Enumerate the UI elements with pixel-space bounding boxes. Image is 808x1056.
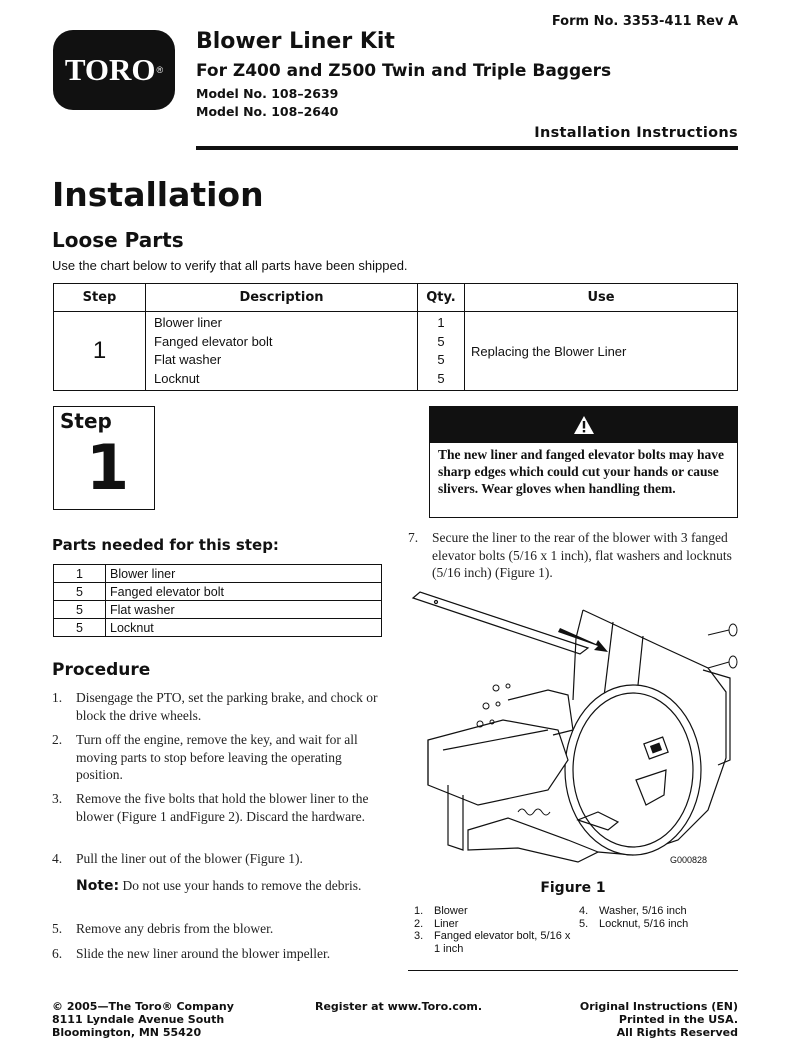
model-number-2: Model No. 108–2640: [196, 104, 339, 119]
column-header-qty: Qty.: [418, 284, 465, 312]
figure-rule: [408, 970, 738, 971]
footer-city: Bloomington, MN 55420: [52, 1026, 202, 1039]
part-description: Blower liner: [154, 315, 222, 330]
legend-text: Fanged elevator bolt, 5/16 x 1 inch: [434, 930, 571, 955]
procedure-step: [52, 945, 387, 963]
part-qty: 5: [437, 370, 445, 386]
legend-index: 4.: [579, 905, 589, 917]
legend-index: 5.: [579, 917, 589, 930]
figure-caption: Figure 1: [540, 880, 606, 896]
warning-box: [429, 406, 738, 518]
step-text: Remove the five bolts that hold the blower liner to the blower (Figure 1 andFigure 2). Discard the hardware.: [76, 791, 369, 824]
legend-item: [414, 930, 579, 955]
footer-original: Original Instructions (EN): [579, 1000, 738, 1013]
part-name: Locknut: [106, 619, 382, 637]
table-row: [54, 565, 382, 583]
legend-item: [579, 905, 734, 918]
part-qty: 5: [437, 352, 445, 367]
table-cell-description: [146, 312, 418, 391]
footer-street: 8111 Lyndale Avenue South: [52, 1013, 225, 1026]
note: [76, 877, 376, 895]
kit-subtitle: For Z400 and Z500 Twin and Triple Baggers: [196, 61, 612, 81]
step-text: Secure the liner to the rear of the blower with 3 fanged elevator bolts (5/16 x 1 inch), flat washers and locknuts (5/16 inch) (Figure 1).: [432, 530, 732, 580]
step-text: Remove any debris from the blower.: [76, 921, 274, 936]
table-cell-step: 1: [54, 312, 146, 391]
part-name: Fanged elevator bolt: [106, 583, 382, 601]
form-number: Form No. 3353-411 Rev A: [551, 14, 738, 29]
step-box: [53, 406, 155, 510]
footer-printed: Printed in the USA.: [618, 1013, 738, 1026]
legend-item: [414, 918, 579, 931]
table-row: [54, 312, 738, 391]
legend-text: Liner: [434, 917, 459, 930]
part-qty: 5: [54, 583, 106, 601]
procedure-step: [408, 529, 738, 582]
section-title: Installation: [52, 175, 264, 214]
table-cell-qty: [418, 312, 465, 391]
blower-liner-figure: [408, 590, 738, 872]
part-qty: 1: [437, 315, 445, 330]
warning-triangle-icon: [573, 415, 595, 435]
legend-text: Blower: [434, 905, 468, 917]
table-row: [54, 583, 382, 601]
part-qty: 1: [54, 565, 106, 583]
step-text: Slide the new liner around the blower impeller.: [76, 946, 331, 961]
step-index: 7.: [408, 530, 419, 545]
toro-logo: [53, 30, 175, 110]
procedure-step: [52, 689, 387, 724]
procedure-step: [52, 731, 387, 784]
loose-parts-table: [53, 283, 738, 391]
step-text: Turn off the engine, remove the key, and wait for all moving parts to stop before leaving the operating position.: [76, 732, 358, 782]
part-name: Flat washer: [106, 601, 382, 619]
step-index: 6.: [52, 946, 63, 961]
legend-index: 3.: [414, 930, 424, 942]
model-number-1: Model No. 108–2639: [196, 86, 339, 101]
footer-register-link[interactable]: Register at www.Toro.com.: [315, 1000, 483, 1013]
figure-code: G000828: [670, 855, 708, 865]
logo-text: TORO: [64, 52, 156, 87]
procedure-step: [52, 920, 387, 938]
legend-text: Locknut, 5/16 inch: [599, 917, 689, 930]
part-description: Fanged elevator bolt: [154, 333, 273, 349]
legend-index: 2.: [414, 917, 424, 930]
loose-parts-intro: Use the chart below to verify that all parts have been shipped.: [52, 258, 408, 273]
step-index: 3.: [52, 791, 63, 806]
legend-index: 1.: [414, 905, 424, 917]
table-cell-use: Replacing the Blower Liner: [465, 312, 738, 391]
procedure-heading: Procedure: [52, 660, 151, 680]
part-qty: 5: [437, 333, 445, 349]
part-description: Flat washer: [154, 352, 222, 367]
part-description: Locknut: [154, 370, 200, 386]
step-number: 1: [86, 431, 130, 504]
part-name: Blower liner: [106, 565, 382, 583]
legend-item: [414, 905, 579, 918]
loose-parts-heading: Loose Parts: [52, 228, 184, 252]
procedure-step: [52, 850, 387, 868]
step-text: Pull the liner out of the blower (Figure 1).: [76, 851, 303, 866]
warning-text: The new liner and fanged elevator bolts may have sharp edges which could cut your hands or cause slivers. Wear gloves when handling them.: [438, 447, 725, 496]
step-index: 1.: [52, 690, 63, 705]
column-header-description: Description: [146, 284, 418, 312]
header-rule: [196, 146, 738, 150]
footer-address: [52, 1000, 234, 1039]
legend-item: [579, 918, 734, 931]
parts-needed-heading: Parts needed for this step:: [52, 536, 279, 554]
footer-rights-reserved: All Rights Reserved: [616, 1026, 738, 1039]
note-label: Note:: [76, 878, 120, 894]
footer-rights: [580, 1000, 738, 1039]
parts-needed-table: [53, 564, 382, 637]
step-index: 4.: [52, 851, 63, 866]
kit-title: Blower Liner Kit: [196, 29, 395, 54]
table-row: [54, 619, 382, 637]
footer-copyright: © 2005—The Toro® Company: [52, 1000, 234, 1013]
legend-text: Washer, 5/16 inch: [599, 905, 687, 917]
part-qty: 5: [54, 619, 106, 637]
step-text: Disengage the PTO, set the parking brake, and chock or block the drive wheels.: [76, 690, 378, 723]
step-index: 5.: [52, 921, 63, 936]
table-row: [54, 601, 382, 619]
step-label: Step: [60, 409, 112, 433]
step-index: 2.: [52, 732, 63, 747]
column-header-step: Step: [54, 284, 146, 312]
procedure-step: [52, 790, 387, 825]
part-qty: 5: [54, 601, 106, 619]
warning-header: [430, 407, 737, 443]
logo-registered-mark: ®: [156, 65, 164, 75]
note-text: Do not use your hands to remove the debris.: [122, 878, 362, 893]
column-header-use: Use: [465, 284, 738, 312]
document-type: Installation Instructions: [534, 125, 738, 141]
